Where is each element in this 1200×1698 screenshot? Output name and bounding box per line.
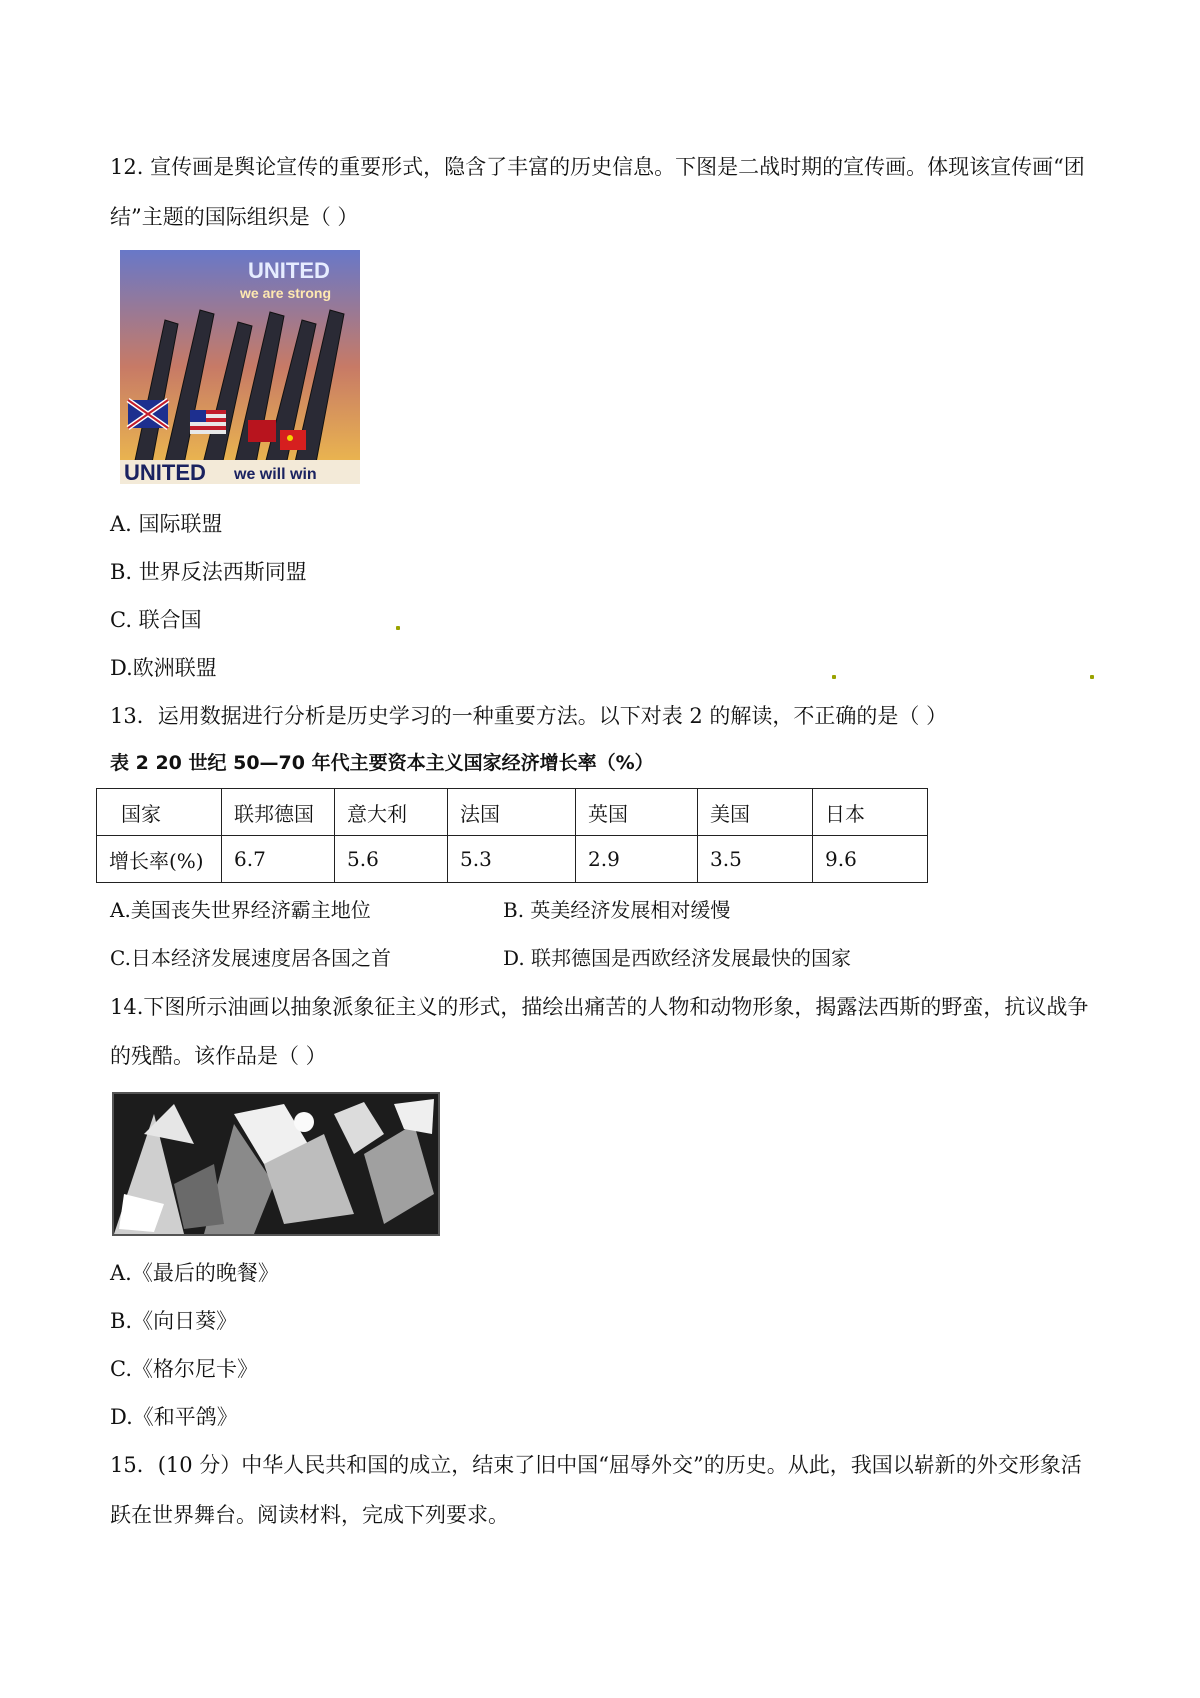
- table-cell: 5.6: [335, 836, 448, 883]
- poster-text-united-bottom: UNITED: [124, 460, 206, 484]
- q13-option-c: C.日本经济发展速度居各国之首: [110, 946, 391, 970]
- stray-dot: [396, 626, 400, 630]
- stray-dot: [1090, 675, 1094, 679]
- poster-text-strong: we are strong: [240, 285, 332, 301]
- q13-option-d: D. 联邦德国是西欧经济发展最快的国家: [503, 946, 852, 970]
- table-cell: 2.9: [576, 836, 698, 883]
- table-cell: 美国: [698, 789, 813, 836]
- q12-option-c: C. 联合国: [110, 608, 202, 632]
- q15-text-line1: 15．(10 分）中华人民共和国的成立，结束了旧中国“屈辱外交”的历史。从此，我国以崭新的外交形象活: [110, 1453, 1082, 1477]
- poster-text-win: we will win: [234, 466, 317, 483]
- q12-text-line2: 结”主题的国际组织是（ ）: [110, 205, 359, 229]
- q14-option-c: C.《格尔尼卡》: [110, 1357, 258, 1381]
- table-cell: 意大利: [335, 789, 448, 836]
- table-cell: 5.3: [448, 836, 576, 883]
- q13-option-b: B. 英美经济发展相对缓慢: [503, 898, 731, 922]
- table-caption: 表 2 20 世纪 50—70 年代主要资本主义国家经济增长率（%）: [110, 752, 654, 774]
- q13-option-a: A.美国丧失世界经济霸主地位: [110, 898, 371, 922]
- table-cell: 增长率(%): [97, 836, 222, 883]
- q14-text-line2: 的残酷。该作品是（ ）: [110, 1044, 327, 1068]
- table-cell: 联邦德国: [222, 789, 335, 836]
- q12-option-a: A. 国际联盟: [110, 512, 223, 536]
- q15-text-line2: 跃在世界舞台。阅读材料，完成下列要求。: [110, 1503, 509, 1527]
- q14-text-line1: 14.下图所示油画以抽象派象征主义的形式，描绘出痛苦的人物和动物形象，揭露法西斯的野蛮，抗议战争: [110, 995, 1089, 1019]
- table-cell: 英国: [576, 789, 698, 836]
- q13-text: 13．运用数据进行分析是历史学习的一种重要方法。以下对表 2 的解读，不正确的是（ ）: [110, 704, 948, 728]
- q12-text-line1: 12. 宣传画是舆论宣传的重要形式，隐含了丰富的历史信息。下图是二战时期的宣传画。体现该宣传画“团: [110, 155, 1085, 179]
- q14-option-d: D.《和平鸽》: [110, 1405, 238, 1429]
- table-cell: 3.5: [698, 836, 813, 883]
- stray-dot: [832, 675, 836, 679]
- q14-option-b: B.《向日葵》: [110, 1309, 238, 1333]
- table-cell: 9.6: [813, 836, 928, 883]
- poster-text-united-top: UNITED: [248, 258, 330, 283]
- wwii-united-poster-image: [120, 250, 360, 484]
- guernica-painting-image: [112, 1092, 440, 1236]
- table-header-row: [97, 789, 928, 836]
- table-cell: 日本: [813, 789, 928, 836]
- q14-option-a: A.《最后的晚餐》: [110, 1261, 279, 1285]
- table-row: [97, 836, 928, 883]
- table-cell: 国家: [97, 789, 222, 836]
- table-cell: 6.7: [222, 836, 335, 883]
- growth-rate-table: [96, 788, 928, 883]
- q12-option-d: D.欧洲联盟: [110, 656, 217, 680]
- table-cell: 法国: [448, 789, 576, 836]
- q12-option-b: B. 世界反法西斯同盟: [110, 560, 307, 584]
